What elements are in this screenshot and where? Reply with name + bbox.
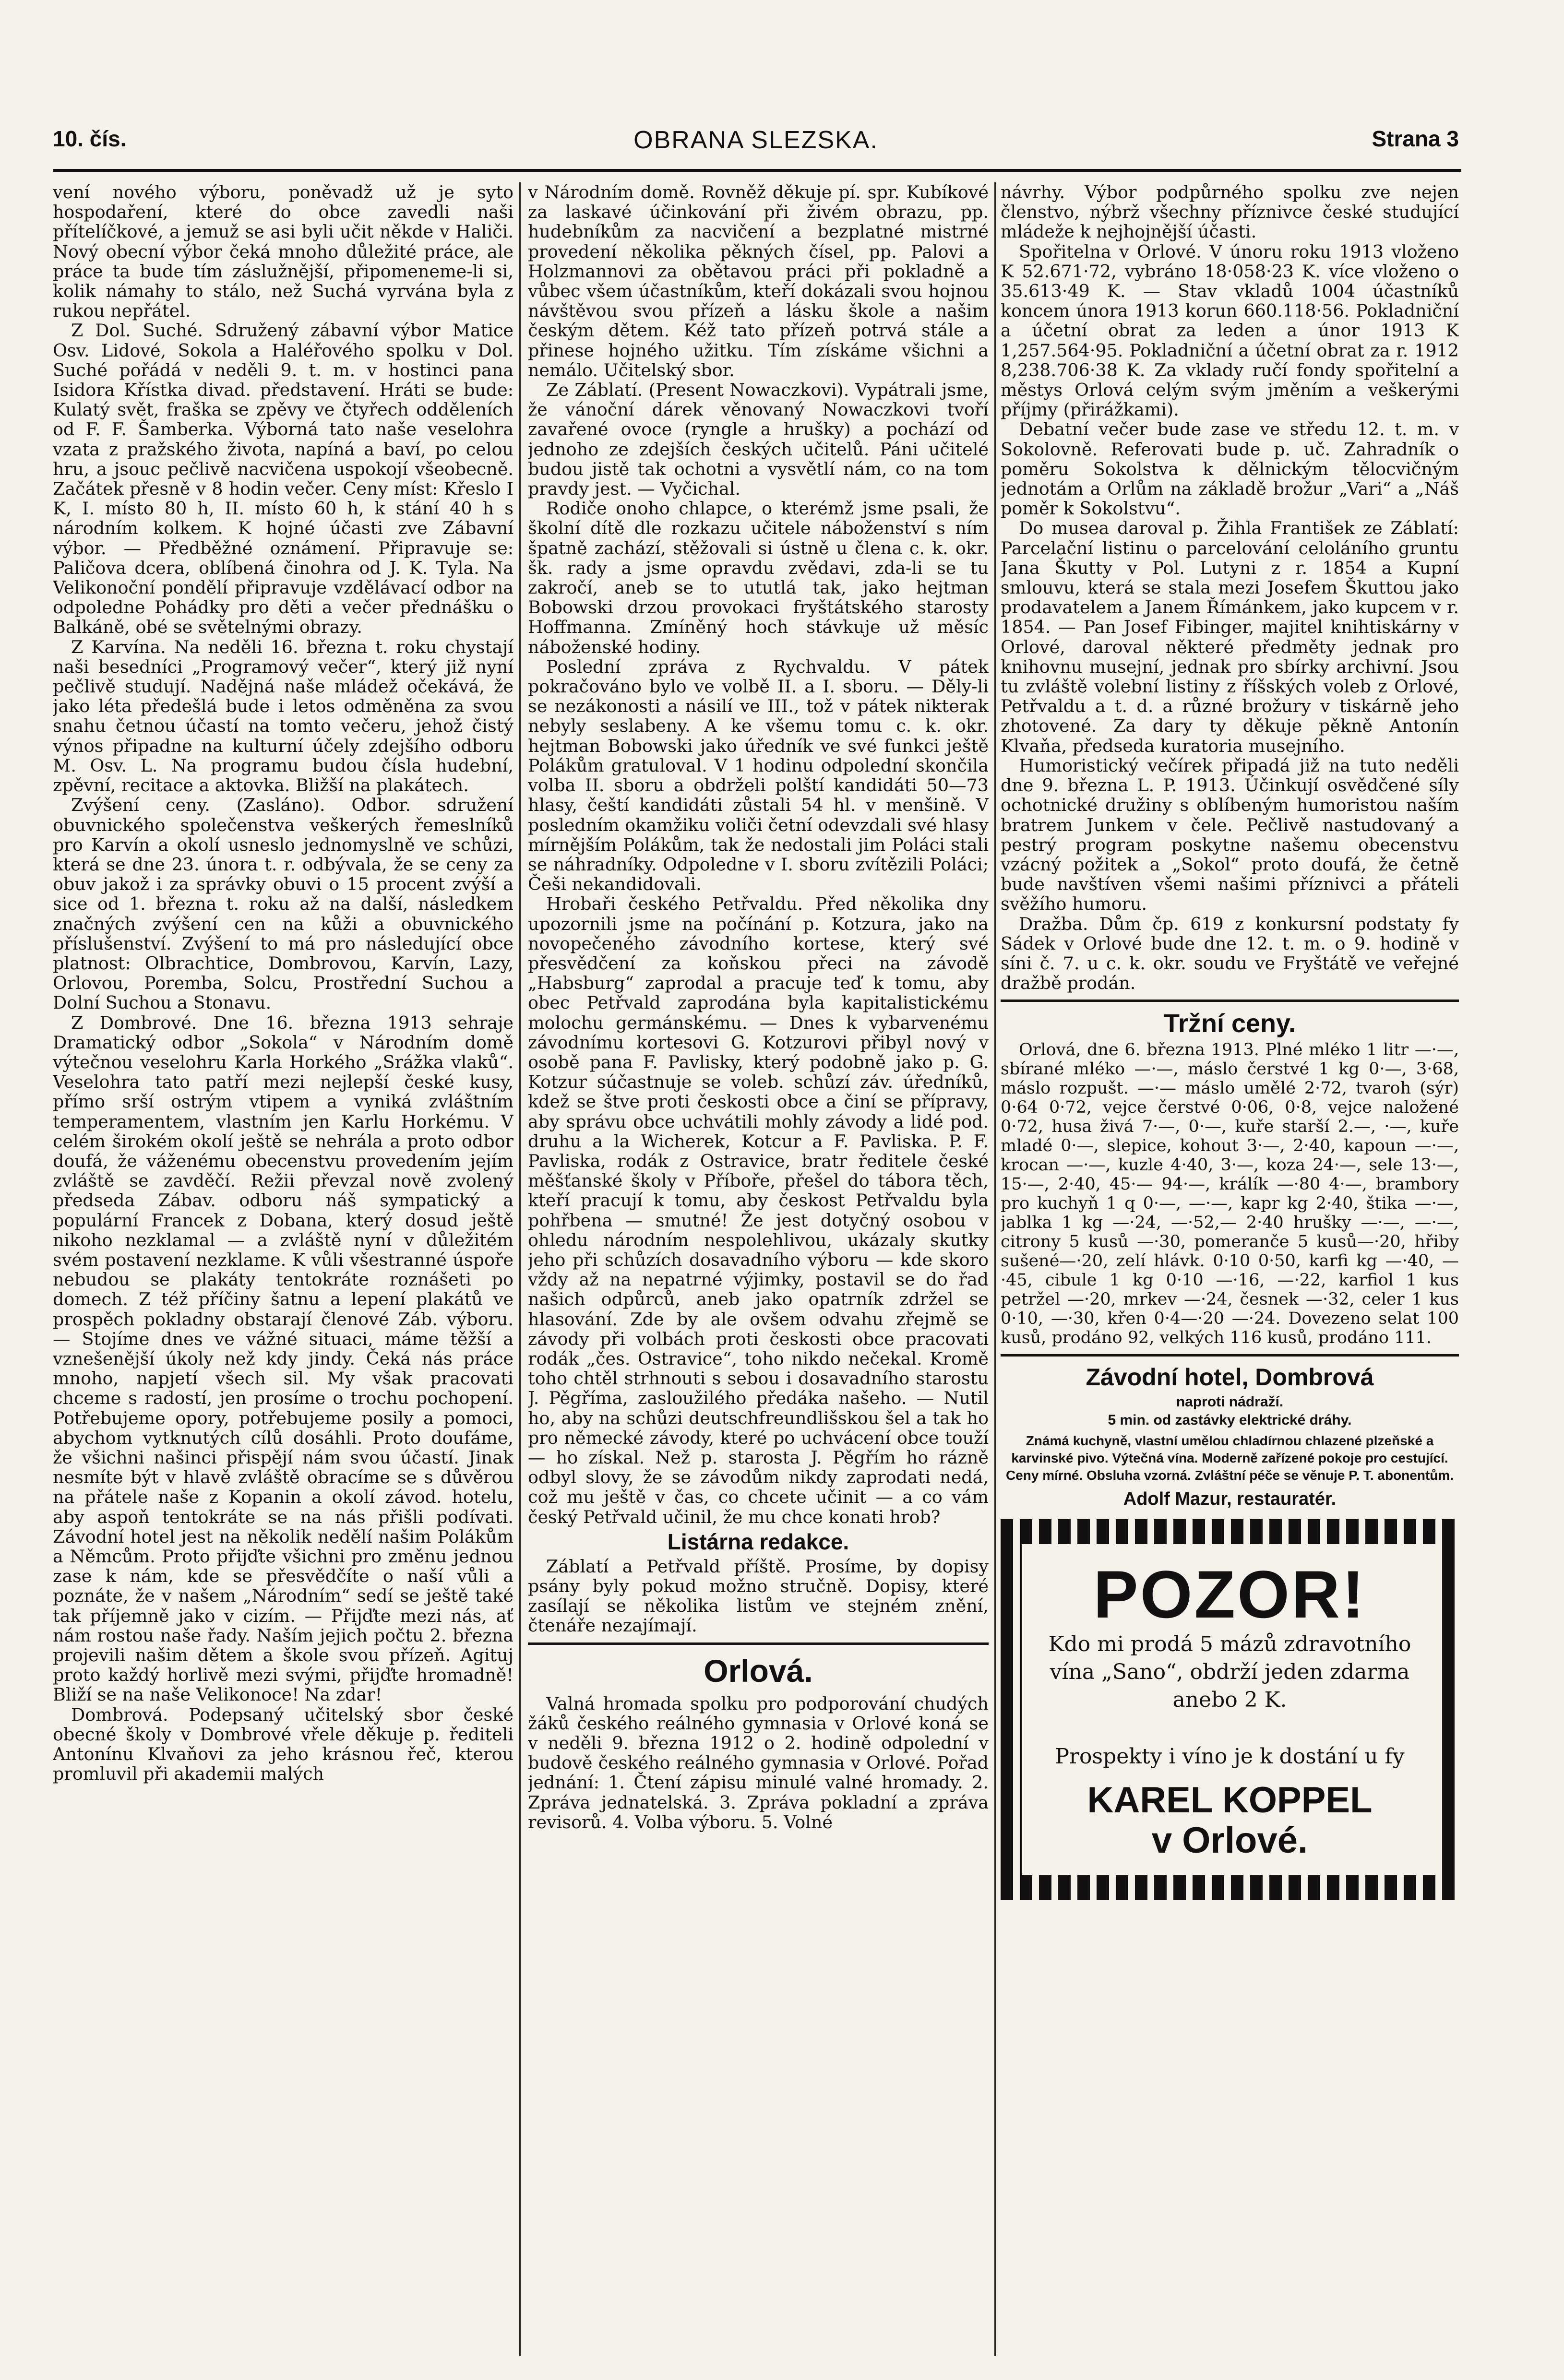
- section-rule: [1001, 1354, 1459, 1357]
- page-number: Strana 3: [1372, 126, 1459, 151]
- article-paragraph: Zvýšení ceny. (Zasláno). Odbor. sdružení obuvnického společenstva veškerých řemeslníků pro Karvín a okolí usneslo jednomyslně ve schůzi, která se dne 23. února t. r. odbývala, že se ceny za obuv jakož i za správky obuvi o 15 procent zvýší a sice od 1. března t. roku až na další, následkem značných zvýšení cen na kůži a obuvnického příslušenství. Zvýšení to má pro následující obce platnost: Olbrachtice, Dombrovou, Karvín, Lazy, Orlovou, Poremba, Solcu, Prostřední Suchou a Dolní Suchou a Stonavu.: [53, 795, 513, 1013]
- article-paragraph: Spořitelna v Orlové. V únoru roku 1913 vloženo K 52.671·72, vybráno 18·058·23 K. více vloženo o 35.613·49 K. — Stav vkladů 1004 účastníků koncem února 1913 korun 660.118·56. Pokladniční a účetní obrat za leden a únor 1913 K 1,257.564·95. Pokladniční a účetní obrat za r. 1912 8,238.706·38 K. Za vklady ručí fondy spořitelní a městys Orlová celým svým jměním a veškerými příjmy (přirážkami).: [1001, 241, 1459, 420]
- hotel-body: Známá kuchyně, vlastní umělou chladírnou chlazené plzeňské a karvinské pivo. Výtečná vína. Moderně zařízené pokoje pro cestující. Ceny mírné. Obsluha vzorná. Zvláštní péče se věnuje P. T. abonentům.: [1005, 1433, 1454, 1483]
- article-paragraph: Z Dombrové. Dne 16. března 1913 sehraje Dramatický odbor „Sokola“ v Národním domě výtečnou veselohru Karla Horkého „Srážka vlaků“. Veselohra tato patří mezi nejlepší české kusy, přímo srší ostrým vtipem a vyniká zvláštním temperamentem, vlastním jen Karlu Horkému. V celém širokém okolí ještě se nehrála a proto odbor doufá, že váženému obecenstvu provedením jejím zvláště se zavděčí. Režii převzal nově zvolený předseda Zábav. odboru náš sympatický a populární Francek z Dobana, který dosud ještě nikoho nezklamal — a zvláště nyní v důležitém svém postavení nezklame. K vůli všestranné úspoře nebudou se plakáty tentokráte roznášeti po domech. Z též příčiny šatnu a lepení plakátů ve prospěch pokladny obstarají členové Záb. výboru. — Stojíme dnes ve vážné situaci, máme těžší a vznešenější úkoly než kdy jindy. Čeká nás práce mnoho, napjetí všech sil. My však pracovati chceme s radostí, jen prosíme o trochu pochopení. Potřebujeme opory, potřebujeme posily a pomoci, abychom vytknutých cílů dosáhli. Proto doufáme, že všichni našinci přispějí nám svou účastí. Jinak nesmíte být v hlavě zvláště obracíme se s důvěrou na přátele naše z Kopanin a okolí závod. hotelu, aby aspoň tentokráte se na nás přišli podívati. Závodní hotel jest na několik nedělí našim Polákům a Němcům. Proto přijďte všichni pro změnu jednou zase k nám, kde se přesvědčíte o naší vůli a poznáte, že v našem „Národním“ sedí se ještě také tak příjemně jako v cizím. — Přijďte mezi nás, ať nám rostou naše řady. Naším jejich počtu 2. března projevili našim dětem a škole svou přízeň. Agituj proto každý horlivě mezi svými, přijďte hromadně! Bliží se na naše Velikonoce! Na zdar!: [53, 1012, 513, 1705]
- article-paragraph: v Národním domě. Rovněž děkuje pí. spr. Kubíkové za laskavé účinkování při živém obrazu, pp. hudebníkům za nacvičení a bezplatné mistrné provedení několika pěkných čísel, pp. Palovi a Holzmannovi za obětavou práci při pokladně a vůbec všem účastníkům, kteří dokázali svou hojnou návštěvou svou přízeň a lásku škole a našim českým dětem. Kéž tato přízeň potrvá stále a přinese hojného užitku. Tím získáme všichni a nemálo. Učitelský sbor.: [528, 182, 989, 381]
- article-paragraph: Z Karvína. Na neděli 16. března t. roku chystají naši besedníci „Programový večer“, který již nyní pečlivě studují. Nadějná naše mládež očekává, že jako léta předešlá bude i letos odměněna za svou snahu četnou účastí na tomto večeru, jehož čistý výnos připadne na kulturní účely zdejšího odboru M. Osv. L. Na programu budou čísla hudební, zpěvní, recitace a aktovka. Bližší na plakátech.: [53, 636, 513, 796]
- article-paragraph: Do musea daroval p. Žihla František ze Záblatí: Parcelační listinu o parcelování celoláního gruntu Jana Škutty v Pol. Lutyni z r. 1854 a Kupní smlouvu, která se stala mezi Josefem Škuttou jako prodavatelem a Janem Římánkem, jako kupcem v r. 1854. — Pan Josef Fibinger, majitel knihtiskárny v Orlové, daroval některé předměty jednak pro knihovnu musejní, jednak pro sbírky archivní. Jsou tu zvláště volební listiny z říšských voleb z Orlové, Petřvaldu a t. d. a různé brožury v tiskárně jeho zhotovené. Za dary ty děkuje pěkně Antonín Klvaňa, předseda kuratoria musejního.: [1001, 518, 1459, 756]
- pozor-advertisement: [1022, 1544, 1438, 1875]
- market-prices-heading: Tržní ceny.: [1163, 1009, 1296, 1038]
- column-3: [1001, 182, 1459, 2351]
- pozor-prospekt: Prospekty i víno je k dostání u fy: [1055, 1744, 1405, 1769]
- column-2: [528, 182, 989, 2351]
- newspaper-title: OBRANA SLEZSKA.: [633, 126, 878, 154]
- section-rule: [528, 1642, 989, 1645]
- page-header: [53, 126, 1459, 169]
- listarna-heading: Listárna redakce.: [667, 1529, 849, 1554]
- column-1: [53, 182, 513, 2351]
- hotel-line-1: naproti nádraží.: [1176, 1394, 1284, 1410]
- issue-number: 10. čís.: [53, 126, 127, 151]
- pozor-advertisement-border: [1001, 1519, 1459, 1900]
- article-paragraph: Debatní večer bude zase ve středu 12. t. m. v Sokolovně. Referovati bude p. uč. Zahradník o poměru Sokolstva k dělnickým tělocvičným jednotám a Orlům na základě brožur „Vari“ a „Náš poměr k Sokolstvu“.: [1001, 419, 1459, 519]
- pozor-company: KAREL KOPPEL: [1087, 1780, 1373, 1821]
- article-paragraph: Z Dol. Suché. Sdružený zábavní výbor Matice Osv. Lidové, Sokola a Haléřového spolku v Dol. Suché pořádá v neděli 9. t. m. v hostinci pana Isidora Křístka divad. představení. Hráti se bude: Kulatý svět, fraška se zpěvy ve čtyřech odděleních od F. F. Šamberka. Výborná tato naše veselohra vzata z pražského života, napíná a baví, po celou hru, a jsouc pečlivě nacvičena uspokojí všeobecně. Začátek přesně v 8 hodin večer. Ceny míst: Křeslo I K, I. místo 80 h, II. místo 60 h, k stání 40 h s národním kolkem. K hojné účasti zve Zábavní výbor. — Předběžné oznámení. Připravuje se: Paličova dcera, oblíbená činohra od J. K. Tyla. Na Velikonoční pondělí připravuje vzdělávací odbor na odpoledne Pohádky pro děti a večer přednášku o Balkáně, obé se světelnými obrazy.: [53, 320, 513, 638]
- article-paragraph: vení nového výboru, poněvadž už je syto hospodaření, které do obce zavedli naši přítelíčkové, a jemuž se asi byli učit někde v Haliči. Nový obecní výbor čeká mnoho důležité práce, ale práce ta bude tím záslužnější, připomeneme-li si, kolik námahy to stálo, než Suchá vyrvána byla z rukou nepřátel.: [53, 182, 513, 321]
- article-paragraph: Rodiče onoho chlapce, o kterémž jsme psali, že školní dítě dle rozkazu učitele náboženství s ním špatně zachází, stěžovali si ústně u člena c. k. okr. šk. rady a jsme opravdu zvědavi, zda-li se tu zakročí, aneb se to ututlá tak, jako hejtman Bobowski drzou provokaci fryštátského starosty Hoffmanna. Zmíněný hoch stávkuje už měsíc náboženské hodiny.: [528, 498, 989, 657]
- pozor-headline: POZOR!: [1093, 1557, 1366, 1632]
- article-paragraph: Ze Záblatí. (Present Nowaczkovi). Vypátrali jsme, že vánoční dárek věnovaný Nowaczkovi tvoří zavařené ovoce (ryngle a hrušky) a pochází od jednoho ze zdejších českých učitelů. Páni učitelé budou jistě tak ochotni a vysvětlí nám, co na tom pravdy jest. — Vyčichal.: [528, 380, 989, 500]
- article-paragraph: Dombrová. Podepsaný učitelský sbor české obecné školy v Dombrové vřele děkuje p. řediteli Antonínu Klvaňovi za jeho krásnou řeč, kterou promluvil při akademii malých: [53, 1704, 513, 1785]
- market-prices-text: Orlová, dne 6. března 1913. Plné mléko 1 litr —·—, sbírané mléko —·—, máslo čerstvé 1 kg 0·—, 3·68, máslo rozpušt. —·— máslo umělé 2·72, tvaroh (sýr) 0·64 0·72, vejce čerstvé 0·06, 0·8, vejce naložené 0·72, husa živá 7·—, 0·—, kuře starší 2.—, ·—, kuře mladé 0·—, slepice, kohout 3·—, 2·40, kapoun —·—, krocan —·—, kuzle 4·40, 3·—, koza 24·—, sele 13·—, 15·—, 2·40, 45·— 94·—, králík —·80 4·—, brambory pro kuchyň 1 q 0·—, —·—, kapr kg 2·40, štika —·—, jablka 1 kg —·24, —·52,— 2·40 hrušky —·—, —·—, citrony 5 kusů —·30, pomeranče 5 kusů—·20, hřiby sušené—·20, zelí hlávk. 0·10 0·50, karfi kg —·40, —·45, cibule 1 kg 0·10 —·16, —·22, karfiol 1 kus petržel —·20, mrkev —·24, česnek —·32, celer 1 kus 0·10, —·30, křen 0·4—·20 —·24. Dovezeno selat 100 kusů, prodáno 92, velkých 116 kusů, prodáno 111.: [1001, 1040, 1459, 1348]
- hotel-owner: Adolf Mazur, restauratér.: [1123, 1489, 1337, 1510]
- column-divider: [994, 182, 996, 2356]
- hotel-name: Závodní hotel, Dombrová: [1086, 1364, 1374, 1391]
- header-rule: [53, 169, 1461, 172]
- column-divider: [519, 182, 521, 2356]
- article-paragraph: návrhy. Výbor podpůrného spolku zve nejen členstvo, nýbrž všechny příznivce české studující mládeže k nejhojnější účasti.: [1001, 182, 1459, 242]
- article-paragraph: Humoristický večírek připadá již na tuto neděli dne 9. března L. P. 1913. Účinkují osvědčené síly ochotnické družiny s oblíbeným humoristou naším bratrem Junkem v čele. Pečlivě nastudovaný a pestrý program poskytne našemu obecenstvu vzácný požitek a „Sokol“ proto doufá, že četně bude navštíven všemi našimi příznivci a přáteli svěžího humoru.: [1001, 755, 1459, 915]
- orlova-text: Valná hromada spolku pro podporování chudých žáků českého reálného gymnasia v Orlové koná se v neděli 9. března 1912 o 2. hodině odpolední v budově českého reálného gymnasia v Orlové. Pořad jednání: 1. Čtení zápisu minulé valné hromady. 2. Zpráva jednatelská. 3. Zpráva pokladní a zpráva revisorů. 4. Volba výboru. 5. Volné: [528, 1693, 989, 1833]
- listarna-text: Záblatí a Petřvald příště. Prosíme, by dopisy psány byly pokud možno stručně. Dopisy, které zasílají se několika listům ve stejném znění, čtenáře nezajímají.: [528, 1556, 989, 1636]
- hotel-line-2: 5 min. od zastávky elektrické dráhy.: [1108, 1412, 1352, 1428]
- section-rule: [1001, 1000, 1459, 1002]
- orlova-heading: Orlová.: [704, 1653, 813, 1689]
- article-paragraph: Hrobaři českého Petřvaldu. Před několika dny upozornili jsme na počínání p. Kotzura, jako na novopečeného závodního kortese, který své přesvědčení za koňskou přeci na závodě „Habsburg“ zaprodal a pracuje teď k tomu, aby obec Petřvald zaprodána byla kapitalistickému molochu germánskému. — Dnes k vybarvenému závodnímu kortesovi G. Kotzurovi přibyl nový v osobě pana F. Pavlisky, který podobně jako p. G. Kotzur súčastnuje se voleb. schůzí záv. úředníků, kdež se štve proti českosti obce a činí se přípravy, aby správu obce uchvátili mohly závody a lidé pod. druhu a la Wicherek, Kotcur a F. Pavliska. P. F. Pavliska, rodák z Ostravice, bratr ředitele české měšťanské školy v Příboře, přešel do tábora těch, kteří pracují k tomu, aby českost Petřvaldu byla pohřbena — smutné! Že jest dotyčný osobou v ohledu národním nespolehlivou, ukázaly skutky jeho při schůzích dosavadního výboru — kde skoro vždy až na nepatrné výjimky, postavil se do řad našich odpůrců, aneb jako opatrník zdržel se hlasování. Zde by ale ovšem odvahu zřejmě se závody při volbách proti českosti obce pracovati rodák „čes. Ostravice“, toho nikdo nečekal. Kromě toho chtěl strhnouti s sebou i dosavadního starostu J. Pěgříma, zasloužilého předáka našeho. — Nutil ho, aby na schůzi deutschfreundlišskou šel a tak ho pro německé závody, které po uchvácení obce touží — ho získal. Než p. starosta J. Pěgřím ho rázně odbyl slovy, že se závodům nikdy zaprodati nedá, což mu ještě v čas, co chcete učinit — a co vám český Petřvald učinil, že mu chce konati hrob?: [528, 893, 989, 1527]
- article-paragraph: Poslední zpráva z Rychvaldu. V pátek pokračováno bylo ve volbě II. a I. sboru. — Děly-li se nezákonosti a násilí ve III., tož v pátek nikterak nebyly seslabeny. A ke všemu tomu c. k. okr. hejtman Bobowski jako úředník ve své funkci ještě Polákům gratuloval. V 1 hodinu odpolední skončila volba II. sboru a obdrželi polští kandidáti 50—73 hlasy, čeští kandidáti zůstali 54 hl. v menšině. V posledním okamžiku voliči četní odevzdali své hlasy mírnějším Polákům, tak že nedostali jim Poláci stali se náhradníky. Odpoledne v I. sboru zvítězili Poláci; Češi nekandidovali.: [528, 656, 989, 895]
- pozor-city: v Orlové.: [1151, 1820, 1308, 1861]
- article-paragraph: Dražba. Dům čp. 619 z konkursní podstaty fy Sádek v Orlové bude dne 12. t. m. o 9. hodině v síni č. 7. u c. k. okr. soudu ve Fryštátě ve veřejné dražbě prodán.: [1001, 913, 1459, 994]
- pozor-text: Kdo mi prodá 5 mázů zdravotního vína „Sano“, obdrží jeden zdarma anebo 2 K.: [1048, 1632, 1411, 1713]
- hotel-advertisement: [1001, 1363, 1459, 1510]
